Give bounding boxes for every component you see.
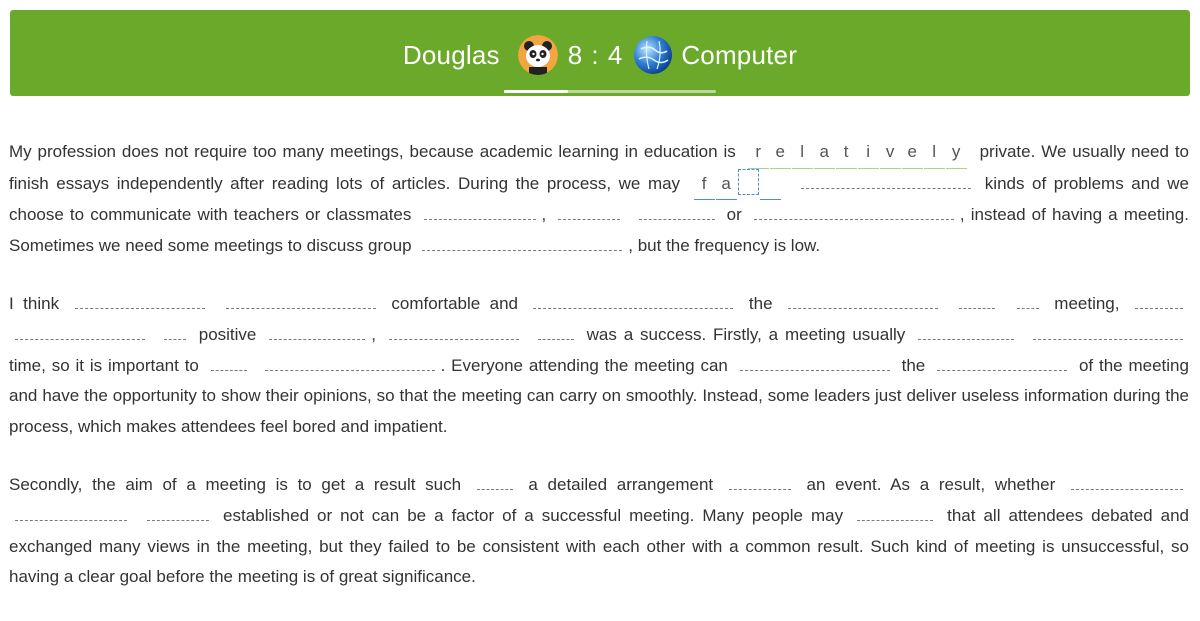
answer-letter: y <box>946 137 967 169</box>
text-segment: of the meeting and have the opportunity to show their opinions, so that the meeting can carry on smoothly. Instead, some leaders just deliver useless information during the process, which makes attendees feel bored and impatient. <box>9 355 1189 436</box>
text-segment: Secondly, the aim of a meeting is to get a result such <box>9 475 462 495</box>
score-row <box>10 32 1190 78</box>
blank-input[interactable] <box>533 290 733 309</box>
text-segment: comfortable and <box>391 294 519 314</box>
text-segment: private. We usually need to finish essays independently after reading lots of articles. During the process, we may <box>9 142 1189 193</box>
text-segment: that all attendees debated and exchanged many views in the meeting, but they failed to be consistent with each other with a common result. Such kind of meeting is unsuccessful, so having a clear goal before the meeting is of great significance. <box>9 505 1189 587</box>
text-segment: the <box>748 294 773 314</box>
answer-letter: e <box>902 137 923 169</box>
answer-letter: e <box>770 137 791 169</box>
text-segment: established or not can be a factor of a successful meeting. Many people may <box>223 505 844 525</box>
blank-input[interactable] <box>164 321 186 340</box>
score-display: 8 : 4 <box>567 39 624 70</box>
blank-input[interactable] <box>918 321 1014 340</box>
blank-input[interactable] <box>801 170 971 189</box>
answer-letter: v <box>880 137 901 169</box>
blank-input[interactable] <box>754 201 954 220</box>
blank-input[interactable] <box>959 290 995 309</box>
answer-letter: a <box>716 169 737 201</box>
text-segment: a detailed arrangement <box>528 475 714 495</box>
paragraph-3 <box>9 470 1189 592</box>
blank-input[interactable] <box>15 321 145 340</box>
answer-letter: f <box>694 169 715 201</box>
text-segment: , but the frequency is low. <box>628 235 821 255</box>
blank-input[interactable] <box>1071 471 1183 490</box>
answer-letter: l <box>792 137 813 169</box>
round-progress-bar <box>504 90 716 93</box>
text-segment: the <box>901 355 926 375</box>
text-segment: time, so it is important to <box>9 355 199 375</box>
answer-letter-empty[interactable] <box>760 169 781 201</box>
text-segment: instead of having a meeting. Sometimes we need some meetings to discuss group <box>9 205 1189 255</box>
text-segment: , <box>371 324 376 344</box>
blank-input[interactable] <box>558 201 620 220</box>
text-segment: , <box>541 205 547 225</box>
blank-input[interactable] <box>857 502 933 521</box>
blank-input[interactable] <box>424 201 536 220</box>
globe-avatar-icon <box>633 35 673 75</box>
answer-word-active[interactable] <box>694 169 782 201</box>
player1-name: Douglas <box>402 39 500 70</box>
text-segment: My profession does not require too many meetings, because academic learning in education is <box>9 142 736 161</box>
text-segment: . Everyone attending the meeting can <box>440 355 728 375</box>
text-segment: was a success. Firstly, a meeting usually <box>586 324 906 344</box>
text-segment: , <box>959 205 965 225</box>
blank-input[interactable] <box>1135 290 1183 309</box>
blank-input[interactable] <box>389 321 519 340</box>
blank-input[interactable] <box>211 352 247 371</box>
blank-input[interactable] <box>226 290 376 309</box>
paragraph-2 <box>9 289 1189 442</box>
panda-avatar-icon <box>518 35 558 75</box>
blank-input[interactable] <box>422 232 622 251</box>
text-segment: I think <box>9 294 60 314</box>
blank-input[interactable] <box>729 471 791 490</box>
blank-input[interactable] <box>1033 321 1183 340</box>
blank-input[interactable] <box>538 321 574 340</box>
score-header <box>10 10 1190 96</box>
blank-input[interactable] <box>788 290 938 309</box>
text-cursor-slot[interactable] <box>738 169 759 195</box>
blank-input[interactable] <box>1017 290 1039 309</box>
blank-input[interactable] <box>937 352 1067 371</box>
text-segment: positive <box>198 324 257 344</box>
text-segment: an event. As a result, whether <box>806 475 1056 495</box>
text-segment: or <box>726 205 742 225</box>
round-progress-fill <box>504 90 568 93</box>
answer-letter: a <box>814 137 835 169</box>
blank-input[interactable] <box>639 201 715 220</box>
blank-input[interactable] <box>15 502 127 521</box>
player2-name: Computer <box>681 39 798 70</box>
blank-input[interactable] <box>477 471 513 490</box>
text-segment: kinds of problems and we choose to communicate with teachers or classmates <box>9 173 1189 225</box>
blank-input[interactable] <box>75 290 205 309</box>
answer-letter: t <box>836 137 857 169</box>
blank-input[interactable] <box>147 502 209 521</box>
blank-input[interactable] <box>740 352 890 371</box>
cloze-passage <box>9 137 1189 621</box>
text-segment: meeting, <box>1054 294 1120 314</box>
answer-word-relatively[interactable] <box>748 137 968 169</box>
answer-letter: l <box>924 137 945 169</box>
blank-input[interactable] <box>265 352 435 371</box>
blank-input[interactable] <box>269 321 365 340</box>
answer-letter: r <box>748 137 769 169</box>
answer-letter: i <box>858 137 879 169</box>
paragraph-1 <box>9 137 1189 261</box>
